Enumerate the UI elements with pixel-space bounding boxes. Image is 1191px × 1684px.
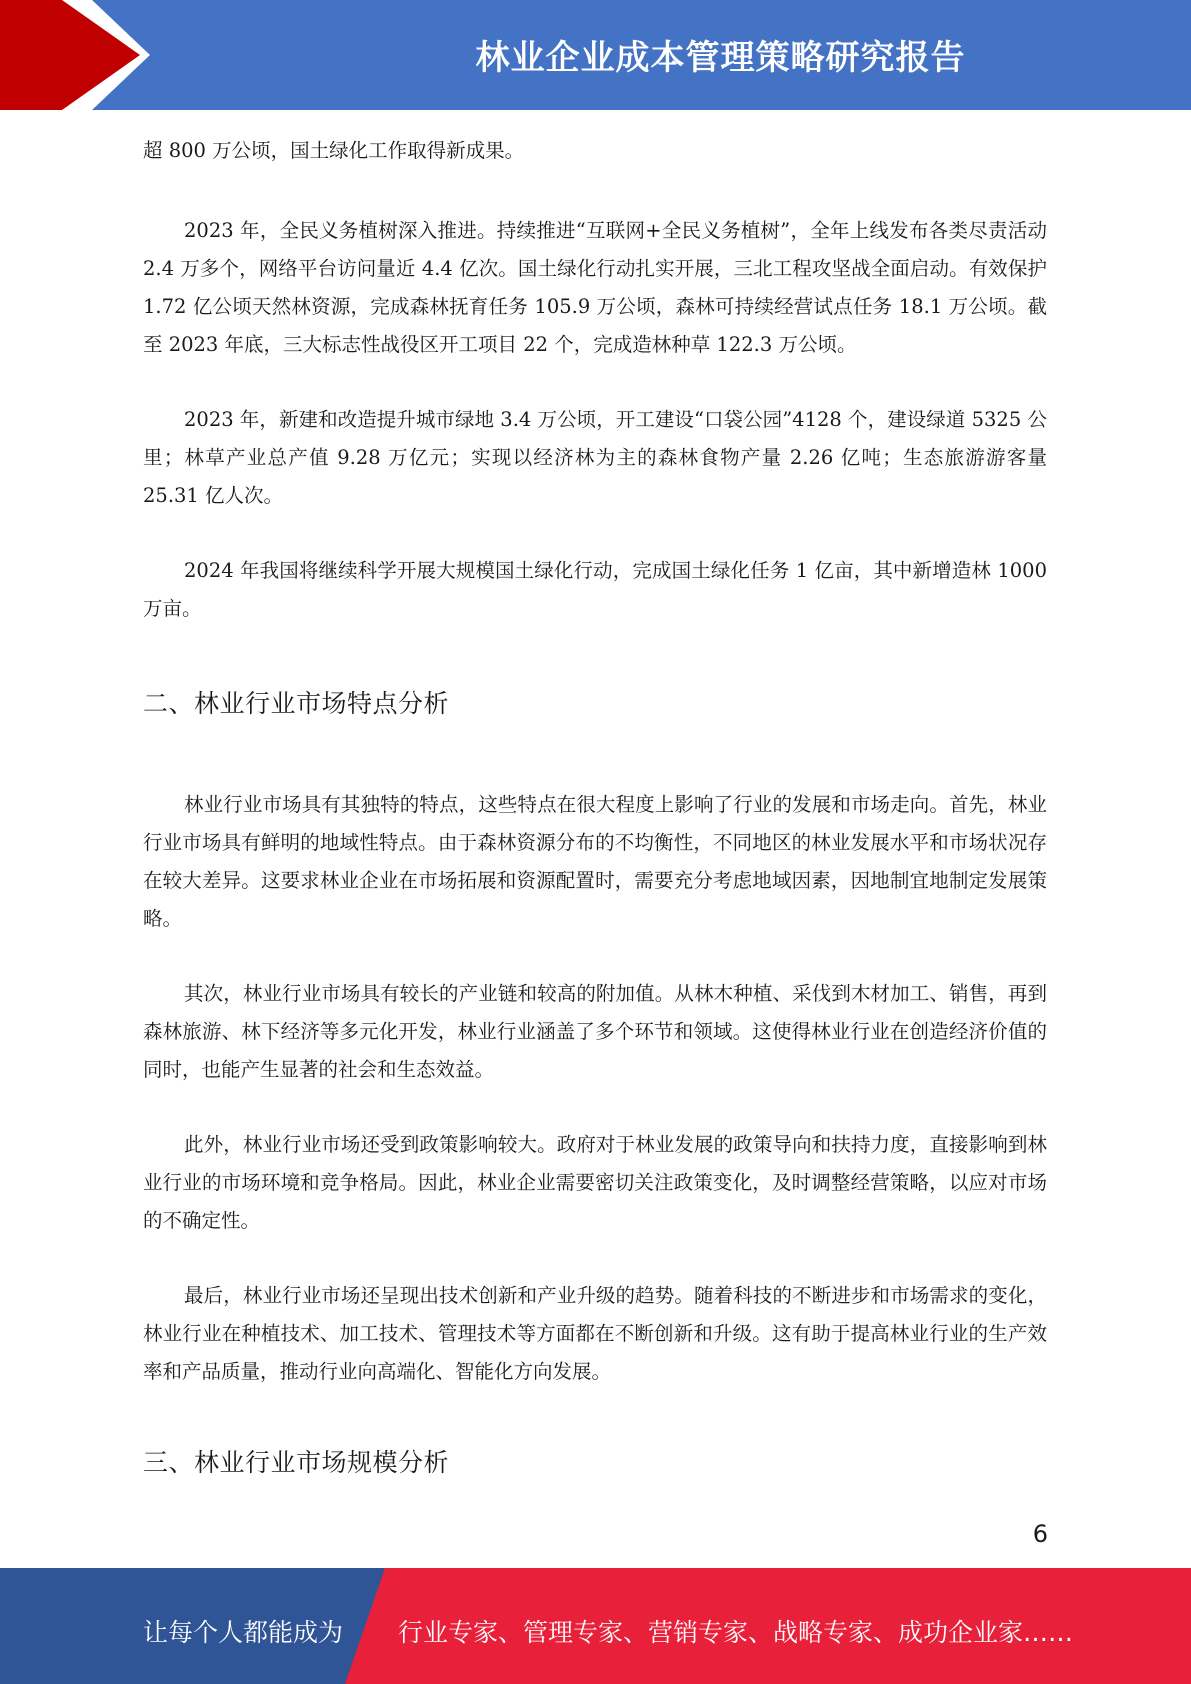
paragraph: 最后，林业行业市场还呈现出技术创新和产业升级的趋势。随着科技的不断进步和市场需求的变化，林业行业在种植技术、加工技术、管理技术等方面都在不断创新和升级。这有助于提高林业行业的生产效率和产品质量，推动行业向高端化、智能化方向发展。 [143, 1284, 1047, 1383]
paragraph: 2023 年，新建和改造提升城市绿地 3.4 万公顷，开工建设“口袋公园”4128 个，建设绿道 5325 公里；林草产业总产值 9.28 万亿元；实现以经济林为主的森林食物产量 2.26 亿吨；生态旅游游客量 25.31 亿人次。 [143, 408, 1047, 507]
section-heading: 三、林业行业市场规模分析 [143, 1448, 450, 1477]
document-body [143, 132, 1047, 1545]
footer-slogan-right: 行业专家、管理专家、营销专家、战略专家、成功企业家…… [398, 1618, 1074, 1647]
page-number: 6 [1032, 1520, 1048, 1548]
paragraph: 2023 年，全民义务植树深入推进。持续推进“互联网+全民义务植树”，全年上线发布各类尽责活动 2.4 万多个，网络平台访问量近 4.4 亿次。国土绿化行动扎实开展，三北工程攻坚战全面启动。有效保护 1.72 亿公顷天然林资源，完成森林抚育任务 105.9 万公顷，森林可持续经营试点任务 18.1 万公顷。截至 2023 年底，三大标志性战役区开工项目 22 个，完成造林种草 122.3 万公顷。 [143, 219, 1047, 356]
footer-slogan-left: 让每个人都能成为 [143, 1618, 344, 1647]
paragraph: 2024 年我国将继续科学开展大规模国土绿化行动，完成国土绿化任务 1 亿亩，其中新增造林 1000 万亩。 [143, 559, 1047, 620]
paragraph: 林业行业市场具有其独特的特点，这些特点在很大程度上影响了行业的发展和市场走向。首先，林业行业市场具有鲜明的地域性特点。由于森林资源分布的不均衡性，不同地区的林业发展水平和市场状况存在较大差异。这要求林业企业在市场拓展和资源配置时，需要充分考虑地域因素，因地制宜地制定发展策略。 [143, 793, 1047, 930]
page-footer [0, 1568, 1191, 1684]
paragraph: 此外，林业行业市场还受到政策影响较大。政府对于林业发展的政策导向和扶持力度，直接影响到林业行业的市场环境和竞争格局。因此，林业企业需要密切关注政策变化，及时调整经营策略，以应对市场的不确定性。 [143, 1133, 1047, 1232]
page-header [0, 0, 1191, 110]
paragraph: 其次，林业行业市场具有较长的产业链和较高的附加值。从林木种植、采伐到木材加工、销售，再到森林旅游、林下经济等多元化开发，林业行业涵盖了多个环节和领域。这使得林业行业在创造经济价值的同时，也能产生显著的社会和生态效益。 [143, 982, 1047, 1081]
paragraph-continued: 超 800 万公顷，国土绿化工作取得新成果。 [143, 139, 525, 162]
report-title: 林业企业成本管理策略研究报告 [475, 38, 966, 78]
section-heading: 二、林业行业市场特点分析 [143, 689, 450, 718]
